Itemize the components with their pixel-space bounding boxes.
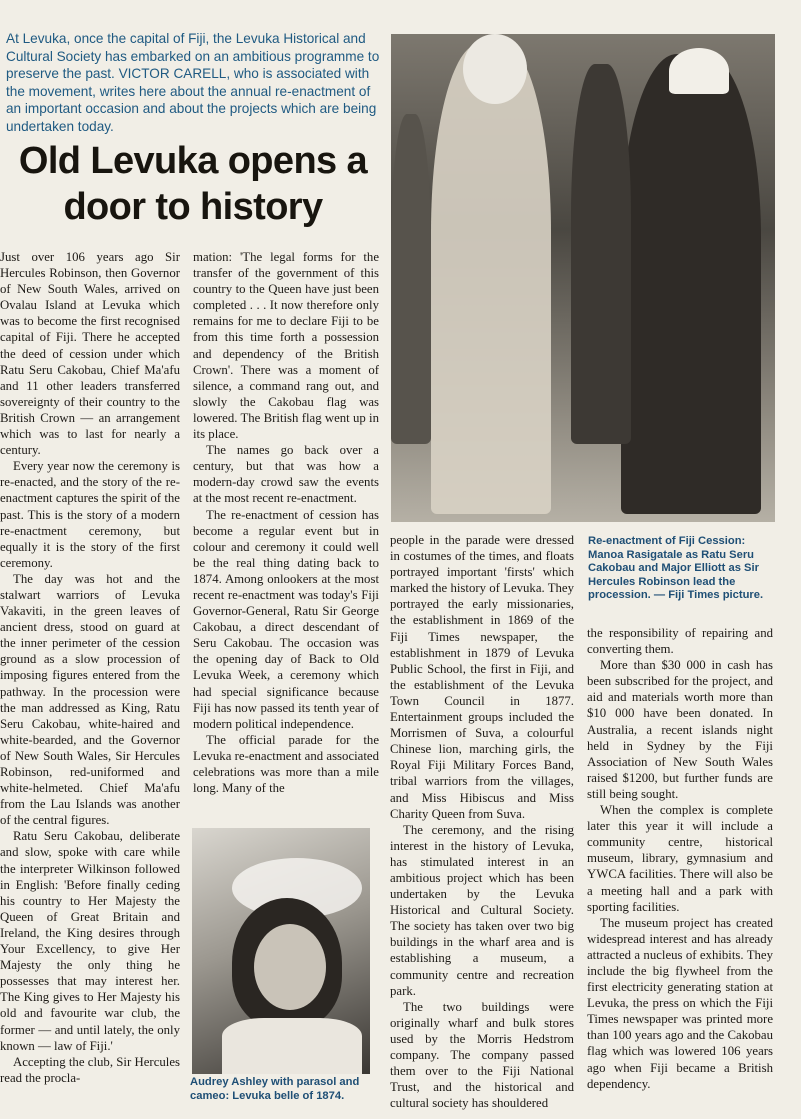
paragraph: More than $30 000 in cash has been subscribed for the project, and aid and materials worth more than $10 000 have been donated. In Australia, a recent islands night held in Sydney by the Fiji Association of New South Wales raised $1200, but further funds are still being sought. [587, 658, 773, 801]
paragraph: The names go back over a century, but that was how a modern-day crowd saw the events at the most recent re-enactment. [193, 443, 379, 506]
paragraph: The museum project has created widespread interest and has already attracted a nucleus of exhibits. They include the big flywheel from the first electricity generating station at Levuka, the press on which the Fiji Times newspaper was printed more than 100 years ago and the Cakobau flag which was lowered 106 years ago when Fiji became a British dependency. [587, 915, 773, 1091]
paragraph: The two buildings were originally wharf and bulk stores used by the Morris Hedstrom company. The company passed them over to the Fiji National Trust, and the historical and cultural society has shouldered [390, 999, 574, 1111]
paragraph: Accepting the club, Sir Hercules read the procla- [0, 1054, 180, 1085]
paragraph: the responsibility of repairing and converting them. [587, 626, 773, 657]
article-column-1 [0, 249, 180, 1101]
article-headline: Old Levuka opens a door to history [18, 140, 368, 228]
paragraph: The official parade for the Levuka re-enactment and associated celebrations was more than a mile long. Many of the [193, 732, 379, 796]
paragraph: Ratu Seru Cakobau, deliberate and slow, spoke with care while the interpreter Wilkinson followed in English: 'Before finally ceding his country to Her Majesty the Queen of Great Britain and Ireland, the King desires through Your Excellency, to give Her Majesty the only thing he possesses that may interest her. The King gives to Her Majesty his old and favourite war club, the former — and until lately, the only known — law of Fiji.' [0, 829, 180, 1053]
audrey-ashley-photo [192, 828, 370, 1074]
paragraph: Just over 106 years ago Sir Hercules Robinson, then Governor of New South Wales, arrived on Ovalau Island at Levuka which was to become the first recognised capital of Fiji. There he accepted the deed of cession under which Ratu Seru Cakobau, Chief Ma'afu and 11 other leaders transferred sovereignty of their country to the British Crown — an arrangement which was to last for nearly a century. [0, 250, 180, 458]
paragraph: mation: 'The legal forms for the transfer of the government of this country to the Queen have just been completed . . . It now therefore only remains for me to declare Fiji to be from this time forth a possession and dependency of the British Crown'. There was a moment of silence, a command rang out, and slowly the Cakobau flag was lowered. The British flag went up in its place. [193, 250, 379, 442]
paragraph: Every year now the ceremony is re-enacted, and the story of the re-enactment captures the spirit of the past. This is the story of a modern re-enactment ceremony, but equally it is the story of the first ceremony. [0, 459, 180, 570]
audrey-photo-caption: Audrey Ashley with parasol and cameo: Levuka belle of 1874. [190, 1076, 360, 1102]
paragraph: When the complex is complete later this year it will include a community centre, historical museum, library, gymnasium and YWCA facilities. There will also be a meeting hall and a park with sporting facilities. [587, 803, 773, 914]
cession-reenactment-photo [391, 34, 775, 522]
main-photo-caption: Re-enactment of Fiji Cession: Manoa Rasigatale as Ratu Seru Cakobau and Major Elliott as Sir Hercules Robinson lead the procession. — Fiji Times picture. [588, 535, 764, 601]
paragraph: The day was hot and the stalwart warriors of Levuka Vakaviti, in the green leaves of ancient dress, stood on guard at the inner perimeter of the cession ground as a slow procession of imposing figures entered from the pathway. In the procession were the man addressed as King, Ratu Seru Cakobau, white-haired and white-bearded, and the Governor of New South Wales, Sir Hercules Robinson, red-uniformed and white-helmeted. Chief Ma'afu from the Lau Islands was another of the central figures. [0, 571, 180, 828]
paragraph: people in the parade were dressed in costumes of the times, and floats portrayed important 'firsts' which marked the history of Levuka. They portrayed the early missionaries, the establishment in 1869 of the Fiji Times newspaper, the establishment in 1879 of Levuka Public School, the first in Fiji, and the establishment of the Levuka Town Council in 1877. Entertainment groups included the Morrismen of Suva, a colourful Chinese lion, marching girls, the Royal Fiji Military Forces Band, tribal warriors from the villages, and Miss Hibiscus and Miss Charity Queen from Suva. [390, 533, 574, 821]
article-column-3 [390, 532, 574, 1112]
paragraph: The re-enactment of cession has become a regular event but in colour and ceremony it could well be the real thing dating back to 1874. Among onlookers at the most recent re-enactment was today's Fiji Governor-General, Ratu Sir George Cakobau, a direct descendant of Seru Cakobau. The occasion was the opening day of Back to Old Levuka Week, a ceremony which had special significance because Fiji has now passed its tenth year of modern political independence. [193, 507, 379, 731]
paragraph: The ceremony, and the rising interest in the history of Levuka, has stimulated interest in an ambitious project which has been undertaken by the Levuka Historical and Cultural Society. The society has taken over two big buildings in the wharf area and is establishing a museum, a community centre and recreation park. [390, 822, 574, 998]
intro-text: At Levuka, once the capital of Fiji, the Levuka Historical and Cultural Society has embarked on an ambitious programme to preserve the past. VICTOR CARELL, who is associated with the movement, writes here about the annual re-enactment of an important occasion and about the projects which are being undertaken today. [6, 31, 380, 134]
article-column-4 [587, 625, 773, 1115]
article-column-2 [193, 249, 379, 823]
